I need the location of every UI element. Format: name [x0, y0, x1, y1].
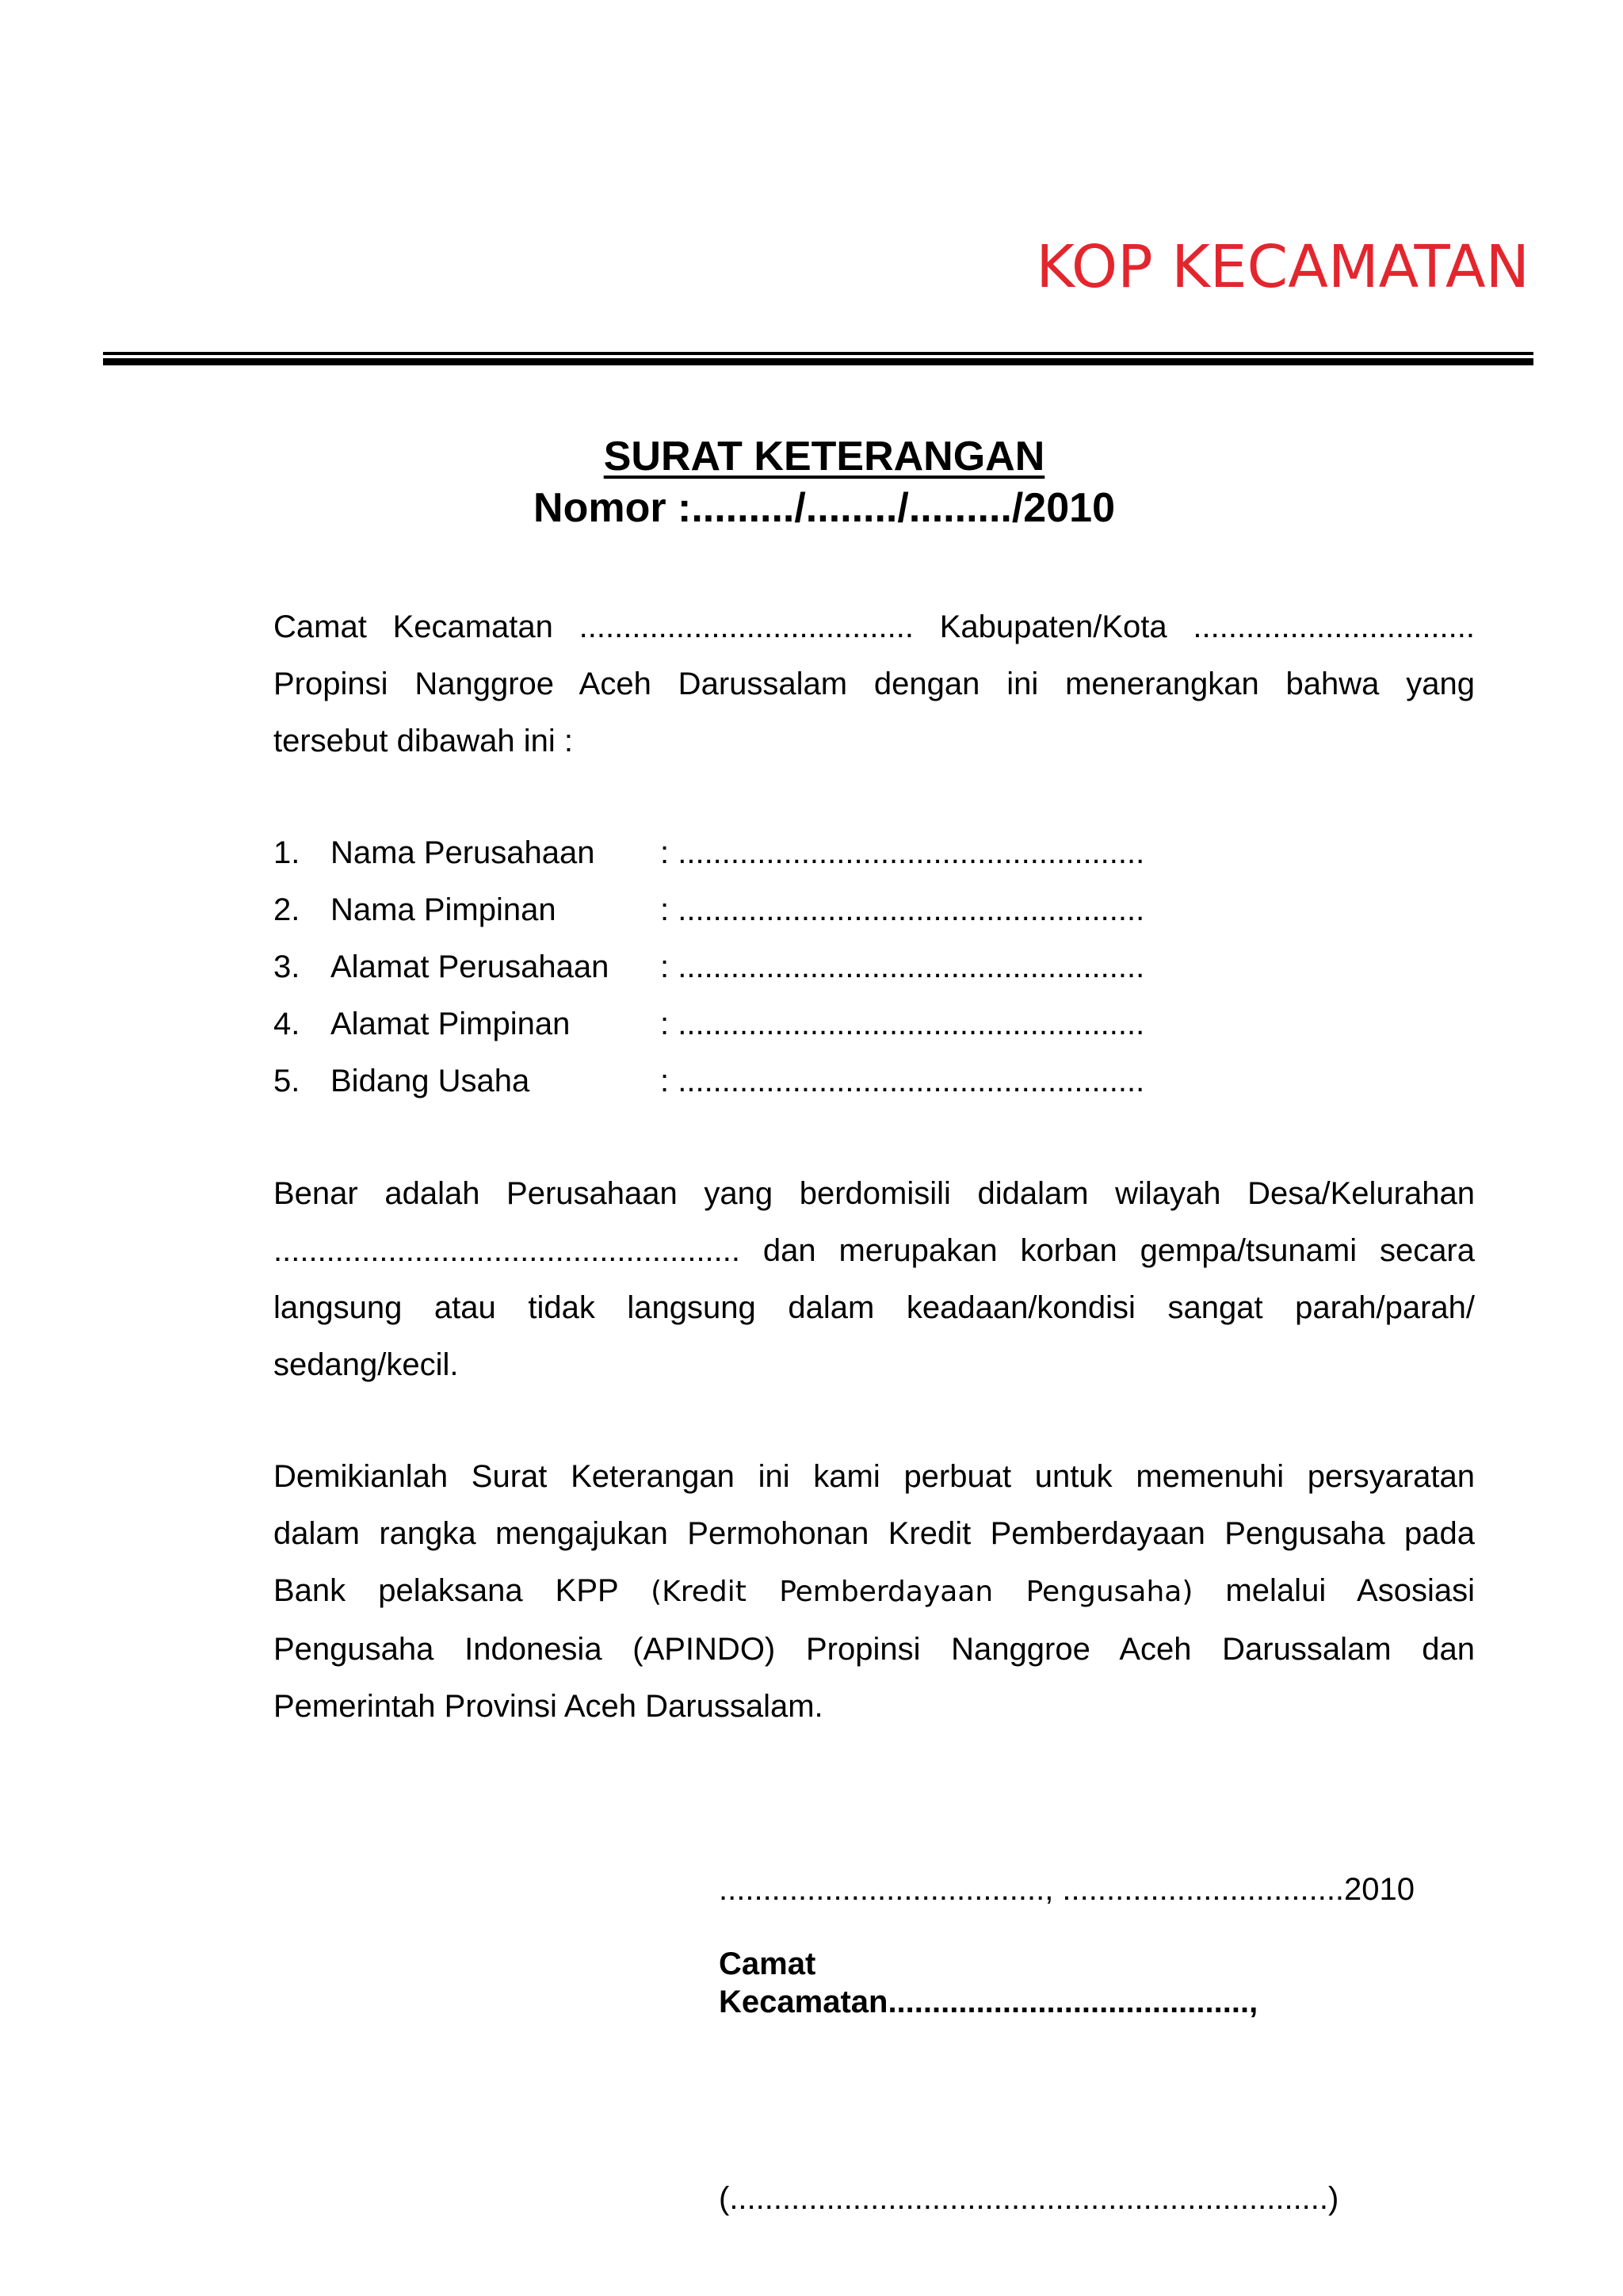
signature-role-line: Kecamatan.........................................,: [719, 1985, 1258, 2019]
closing-line: Pemerintah Provinsi Aceh Darussalam.: [273, 1689, 823, 1724]
field-item: [273, 824, 1304, 881]
statement-line: Benar adalah Perusahaan yang berdomisili didalam wilayah Desa/Kelurahan: [273, 1176, 1475, 1211]
letterhead-rule-thin: [103, 352, 1533, 355]
intro-line: Camat Kecamatan ...................................... Kabupaten/Kota ................................: [273, 609, 1475, 644]
field-number: 2.: [273, 892, 300, 927]
field-item: [273, 938, 1304, 995]
kpp-expansion: (Kredit Pemberdayaan Pengusaha): [651, 1576, 1193, 1608]
closing-line: dalam rangka mengajukan Permohonan Kredit Pemberdayaan Pengusaha pada: [273, 1516, 1475, 1551]
field-value: : .....................................................: [660, 949, 1145, 984]
signature-role-line: Camat: [719, 1946, 816, 1981]
closing-line: Demikianlah Surat Keterangan ini kami perbuat untuk memenuhi persyaratan: [273, 1459, 1475, 1494]
field-number: 4.: [273, 1007, 300, 1041]
letterhead-kop: KOP KECAMATAN: [1036, 233, 1529, 301]
field-item: [273, 1052, 1304, 1110]
statement-line: ..................................................... dan merupakan korban gempa/tsunami secara: [273, 1233, 1475, 1268]
field-list: [273, 824, 1304, 1110]
intro-line: tersebut dibawah ini :: [273, 724, 574, 758]
signature-role: [719, 1945, 1258, 2021]
signature-name-blank: (....................................................................): [719, 2181, 1339, 2216]
closing-line: [273, 1562, 1475, 1621]
field-label: Alamat Perusahaan: [330, 949, 609, 984]
field-value: : .....................................................: [660, 1007, 1145, 1041]
document-title: SURAT KETERANGAN: [603, 434, 1045, 479]
closing-text: melalui Asosiasi: [1225, 1573, 1476, 1608]
field-label: Nama Pimpinan: [330, 892, 556, 927]
field-number: 1.: [273, 835, 300, 870]
signature-place-date: ....................................., ................................2010: [719, 1872, 1415, 1907]
field-label: Alamat Pimpinan: [330, 1007, 571, 1041]
letterhead-rule-thick: [103, 358, 1533, 365]
closing-paragraph: [273, 1448, 1475, 1735]
field-item: [273, 995, 1304, 1052]
closing-line: Pengusaha Indonesia (APINDO) Propinsi Nanggroe Aceh Darussalam dan: [273, 1632, 1475, 1667]
field-number: 3.: [273, 949, 300, 984]
intro-paragraph: [273, 598, 1475, 770]
field-number: 5.: [273, 1064, 300, 1098]
field-item: [273, 881, 1304, 938]
field-value: : .....................................................: [660, 1064, 1145, 1098]
field-value: : .....................................................: [660, 892, 1145, 927]
document-number: Nomor :........./......../........./2010: [533, 485, 1115, 531]
statement-line: langsung atau tidak langsung dalam keadaan/kondisi sangat parah/parah/: [273, 1290, 1475, 1325]
intro-line: Propinsi Nanggroe Aceh Darussalam dengan ini menerangkan bahwa yang: [273, 667, 1475, 701]
field-label: Nama Perusahaan: [330, 835, 595, 870]
closing-text: Bank pelaksana KPP: [273, 1573, 618, 1608]
statement-paragraph: [273, 1165, 1475, 1393]
field-label: Bidang Usaha: [330, 1064, 530, 1098]
field-value: : .....................................................: [660, 835, 1145, 870]
statement-line: sedang/kecil.: [273, 1347, 459, 1382]
